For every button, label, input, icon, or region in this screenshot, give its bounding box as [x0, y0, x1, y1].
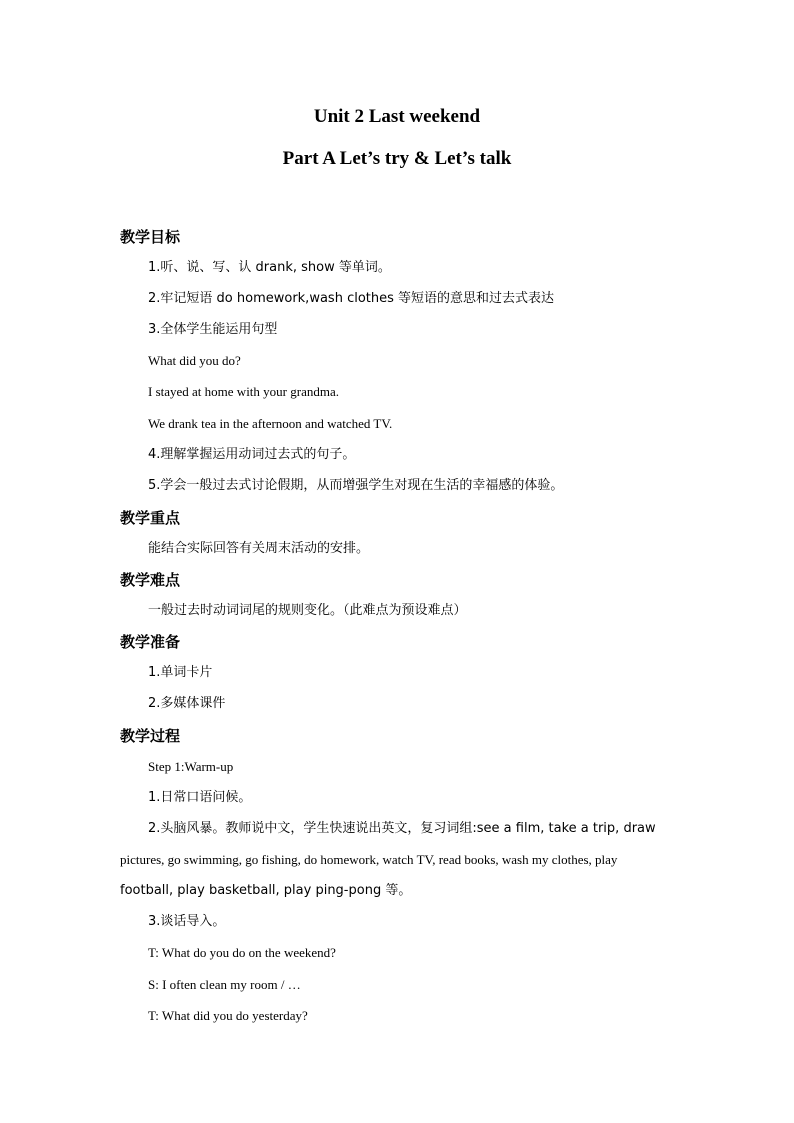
- section-heading-objectives: 教学目标: [120, 228, 181, 246]
- process-line-7: T: What do you do on the weekend?: [148, 945, 336, 960]
- process-line-5: football, play basketball, play ping-pong 等。: [120, 883, 412, 898]
- preparation-line-1: 1.单词卡片: [148, 665, 213, 680]
- document-title: Unit 2 Last weekend: [313, 106, 481, 127]
- process-line-6: 3.谈话导入。: [148, 914, 226, 929]
- process-line-8: S: I often clean my room / …: [148, 977, 301, 992]
- objective-line-3: 3.全体学生能运用句型: [148, 322, 278, 337]
- objective-line-2: 2.牢记短语 do homework,wash clothes 等短语的意思和过去式表达: [148, 291, 555, 306]
- key-point-line-1: 能结合实际回答有关周末活动的安排。: [148, 541, 370, 556]
- section-heading-preparation: 教学准备: [120, 633, 181, 651]
- process-line-9: T: What did you do yesterday?: [148, 1008, 308, 1023]
- process-line-4: pictures, go swimming, go fishing, do homework, watch TV, read books, wash my clothes, play: [120, 852, 618, 867]
- process-line-3: 2.头脑风暴。教师说中文，学生快速说出英文，复习词组:see a film, take a trip, draw: [148, 821, 656, 836]
- objective-line-4: What did you do?: [148, 353, 241, 368]
- objective-line-1: 1.听、说、写、认 drank, show 等单词。: [148, 260, 391, 275]
- difficulty-line-1: 一般过去时动词词尾的规则变化。（此难点为预设难点）: [148, 603, 467, 618]
- section-heading-process: 教学过程: [120, 727, 181, 745]
- document-subtitle: Part A Let’s try & Let’s talk: [282, 148, 512, 169]
- objective-line-8: 5.学会一般过去式讨论假期，从而增强学生对现在生活的幸福感的体验。: [148, 478, 564, 493]
- section-heading-key-points: 教学重点: [120, 509, 181, 527]
- preparation-line-2: 2.多媒体课件: [148, 696, 226, 711]
- process-line-2: 1.日常口语问候。: [148, 790, 252, 805]
- section-heading-difficulties: 教学难点: [120, 571, 181, 589]
- process-line-1: Step 1:Warm-up: [148, 759, 234, 774]
- objective-line-7: 4.理解掌握运用动词过去式的句子。: [148, 447, 356, 462]
- objective-line-6: We drank tea in the afternoon and watched TV.: [148, 416, 393, 431]
- objective-line-5: I stayed at home with your grandma.: [148, 384, 339, 399]
